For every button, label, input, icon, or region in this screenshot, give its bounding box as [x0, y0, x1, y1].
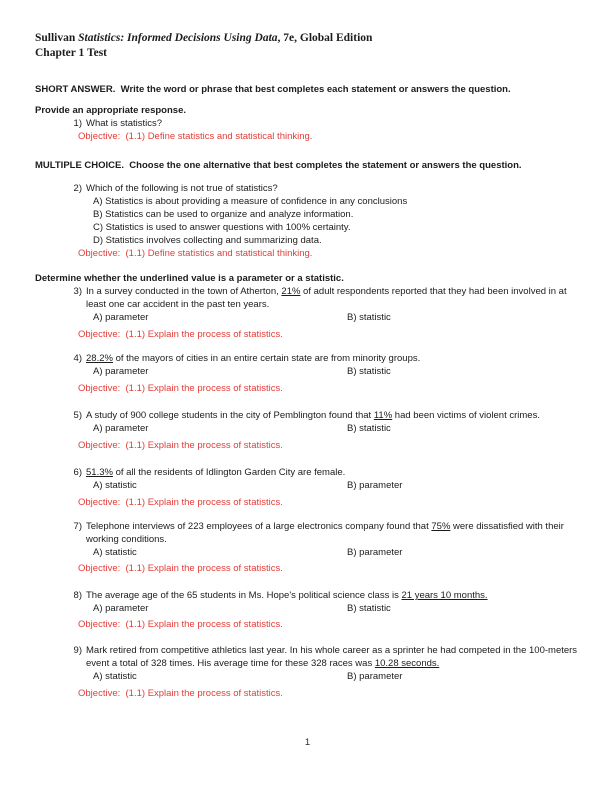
question-9-option-a: A) statistic	[93, 671, 137, 682]
question-2	[35, 182, 580, 195]
question-7-option-b: B) parameter	[347, 547, 403, 558]
question-4-objective: Objective: (1.1) Explain the process of statistics.	[78, 383, 283, 394]
question-8-option-b: B) statistic	[347, 603, 391, 614]
question-7-objective: Objective: (1.1) Explain the process of statistics.	[78, 563, 283, 574]
question-8-underlined: 21 years 10 months.	[401, 590, 488, 601]
question-5-option-a: A) parameter	[93, 423, 149, 434]
question-5-number: 5)	[73, 410, 82, 421]
question-9-text	[86, 644, 580, 670]
question-5-option-b: B) statistic	[347, 423, 391, 434]
question-3-text	[86, 285, 580, 311]
question-6-underlined: 51.3%	[86, 467, 113, 478]
question-6	[35, 466, 580, 479]
question-2-choices	[93, 195, 580, 247]
doc-subtitle: Chapter 1 Test	[35, 47, 107, 59]
question-2-text	[86, 182, 580, 195]
question-9-stem: Mark retired from competitive athletics last year. In his whole career as a sprinter he had competed in the 100-meters event a total of 328 times. His average time for these 328 races was	[86, 645, 578, 669]
question-4-text	[86, 352, 580, 365]
question-7-options	[93, 546, 580, 559]
question-3-stem: In a survey conducted in the town of Atherton,	[86, 286, 282, 297]
question-2-number: 2)	[73, 183, 82, 194]
question-4-option-b: B) statistic	[347, 366, 391, 377]
question-5-stem-end: had been victims of violent crimes.	[392, 410, 540, 421]
question-2-choice-d: D) Statistics involves collecting and summarizing data.	[93, 235, 322, 246]
question-4-option-a: A) parameter	[93, 366, 149, 377]
question-6-option-a: A) statistic	[93, 480, 137, 491]
question-7-option-a: A) statistic	[93, 547, 137, 558]
question-7-underlined: 75%	[431, 521, 451, 532]
question-4-options	[93, 365, 580, 378]
title-italic: Statistics: Informed Decisions Using Data	[78, 32, 278, 44]
section-short-answer-heading: SHORT ANSWER. Write the word or phrase that best completes each statement or answers the question.	[35, 84, 511, 95]
question-3	[35, 285, 580, 311]
question-2-choice-b: B) Statistics can be used to organize and analyze information.	[93, 209, 354, 220]
question-6-options	[93, 479, 580, 492]
question-3-underlined: 21%	[281, 286, 301, 297]
question-6-number: 6)	[73, 467, 82, 478]
question-8-option-a: A) parameter	[93, 603, 149, 614]
question-6-text	[86, 466, 580, 479]
question-4-underlined: 28.2%	[86, 353, 113, 364]
question-2-choice-c: C) Statistics is used to answer questions with 100% certainty.	[93, 222, 351, 233]
question-7-text	[86, 520, 580, 546]
question-1-objective: Objective: (1.1) Define statistics and statistical thinking.	[78, 131, 313, 142]
section-determine-heading: Determine whether the underlined value is a parameter or a statistic.	[35, 273, 344, 284]
question-8-stem: The average age of the 65 students in Ms. Hope's political science class is	[86, 590, 402, 601]
section-multiple-choice-heading: MULTIPLE CHOICE. Choose the one alternative that best completes the statement or answers the question.	[35, 160, 522, 171]
question-7	[35, 520, 580, 546]
question-7-number: 7)	[73, 521, 82, 532]
page-number: 1	[304, 737, 311, 748]
question-8-number: 8)	[73, 590, 82, 601]
question-3-option-b: B) statistic	[347, 312, 391, 323]
question-2-stem: Which of the following is not true of statistics?	[86, 183, 278, 194]
question-8-objective: Objective: (1.1) Explain the process of statistics.	[78, 619, 283, 630]
question-5-text	[86, 409, 580, 422]
question-9-number: 9)	[73, 645, 82, 656]
question-4	[35, 352, 580, 365]
question-2-choice-a: A) Statistics is about providing a measure of confidence in any conclusions	[93, 196, 408, 207]
question-1-text	[86, 117, 580, 130]
question-5-underlined: 11%	[373, 410, 393, 421]
question-8-options	[93, 602, 580, 615]
question-1-stem: What is statistics?	[86, 118, 163, 129]
question-2-objective: Objective: (1.1) Define statistics and statistical thinking.	[78, 248, 313, 259]
question-6-stem-end: of all the residents of Idlington Garden City are female.	[112, 467, 346, 478]
question-1	[35, 117, 580, 130]
question-4-number: 4)	[73, 353, 82, 364]
question-3-options	[93, 311, 580, 324]
question-9-objective: Objective: (1.1) Explain the process of statistics.	[78, 688, 283, 699]
question-8	[35, 589, 580, 602]
title-prefix: Sullivan	[35, 32, 79, 44]
question-5-options	[93, 422, 580, 435]
question-3-option-a: A) parameter	[93, 312, 149, 323]
question-3-objective: Objective: (1.1) Explain the process of statistics.	[78, 329, 283, 340]
question-5	[35, 409, 580, 422]
section-provide-response: Provide an appropriate response.	[35, 105, 186, 116]
question-7-stem: Telephone interviews of 223 employees of a large electronics company found that	[86, 521, 432, 532]
question-9-options	[93, 670, 580, 683]
title-suffix: , 7e, Global Edition	[277, 32, 373, 44]
question-7-stem-end: were dissatisfied with their working conditions.	[86, 521, 564, 545]
question-3-stem-end: of adult respondents reported that they had been involved in at least one car accident in the past ten years.	[86, 286, 567, 310]
question-4-stem-end: of the mayors of cities in an entire certain state are from minority groups.	[112, 353, 421, 364]
question-9-option-b: B) parameter	[347, 671, 403, 682]
question-9	[35, 644, 580, 670]
question-8-text	[86, 589, 580, 602]
question-5-objective: Objective: (1.1) Explain the process of statistics.	[78, 440, 283, 451]
question-1-number: 1)	[73, 118, 82, 129]
question-5-stem: A study of 900 college students in the city of Pemblington found that	[86, 410, 374, 421]
question-3-number: 3)	[73, 286, 82, 297]
question-9-underlined: 10.28 seconds.	[374, 658, 440, 669]
question-6-objective: Objective: (1.1) Explain the process of statistics.	[78, 497, 283, 508]
question-6-option-b: B) parameter	[347, 480, 403, 491]
doc-title	[35, 31, 580, 46]
